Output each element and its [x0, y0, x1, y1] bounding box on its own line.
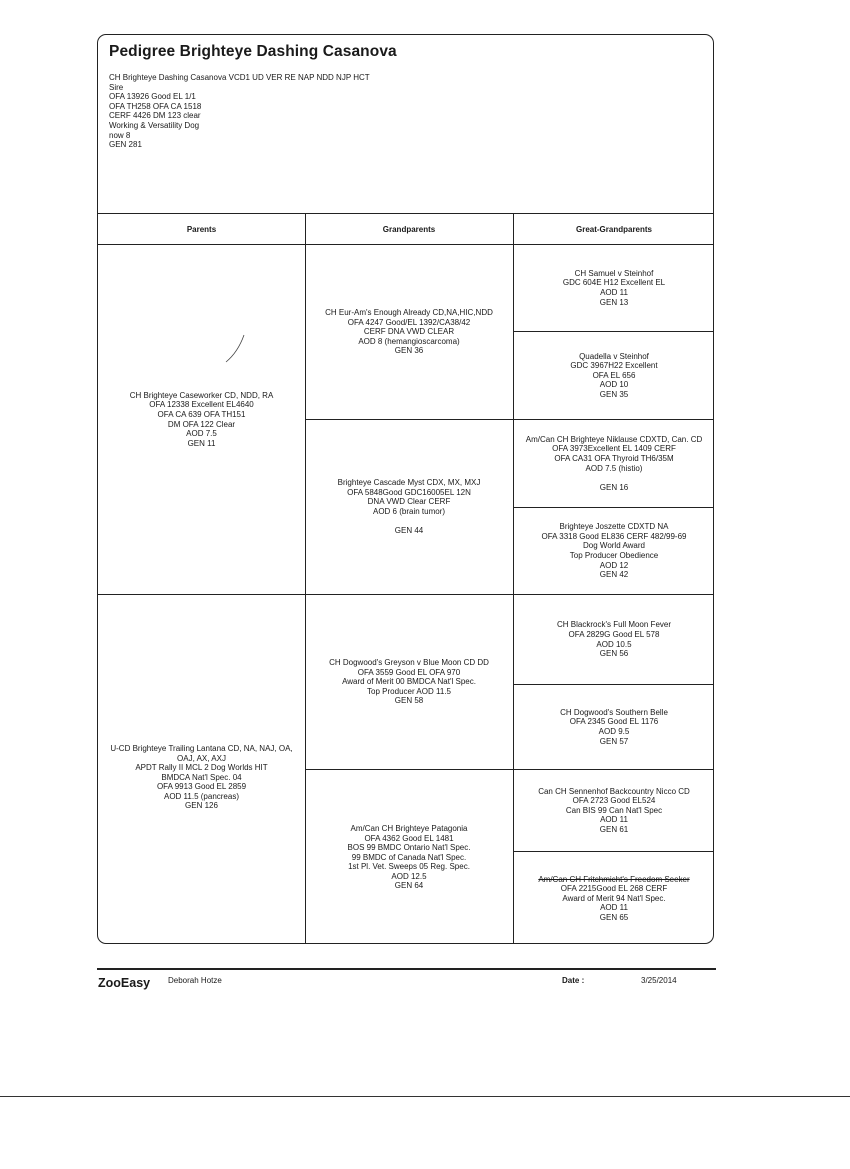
cell-line: Am/Can CH Brighteye Patagonia — [350, 823, 468, 833]
cell-line: GEN 64 — [394, 881, 424, 891]
cell-line: CH Blackrock's Full Moon Fever — [557, 620, 671, 630]
cell-line: OFA 9913 Good EL 2859 — [156, 782, 247, 792]
cell-line: GDC 604E H12 Excellent EL — [562, 278, 666, 288]
cell-line: CH Eur-Am's Enough Already CD,NA,HIC,NDD — [325, 308, 493, 318]
cell-line: OAJ, AX, AXJ — [177, 753, 226, 763]
cell-line: GEN 57 — [599, 736, 629, 746]
cell-line: Brighteye Joszette CDXTD NA — [559, 522, 669, 532]
footer-date-label: Date : — [562, 976, 585, 985]
cell-line: GEN 16 — [599, 482, 629, 492]
cell-line: AOD 11.5 (pancreas) — [164, 791, 239, 801]
cell-line: APDT Rally II MCL 2 Dog Worlds HIT — [135, 763, 268, 773]
footer-rule — [97, 968, 716, 970]
cell-line: OFA 2345 Good EL 1176 — [569, 717, 659, 727]
cell-line: AOD 9.5 — [598, 727, 630, 736]
cell-line: GEN 44 — [394, 526, 424, 536]
cell-line: GEN 36 — [394, 346, 424, 356]
cell-line: AOD 12.5 — [391, 871, 427, 881]
dog-info-line: CH Brighteye Dashing Casanova VCD1 UD VER RE NAP NDD NJP HCT — [109, 73, 370, 82]
cell-line: GEN 11 — [187, 438, 216, 448]
cell-line: GEN 65 — [599, 912, 629, 922]
cell-line: U-CD Brighteye Trailing Lantana CD, NA, NAJ, OA, — [110, 743, 293, 753]
column-header-grandparents: Grandparents — [382, 224, 436, 234]
cell-line: GEN 58 — [394, 696, 424, 706]
cell-line: OFA 4247 Good/EL 1392/CA38/42 — [347, 317, 471, 327]
cell-line: 99 BMDC of Canada Nat'l Spec. — [351, 852, 467, 862]
cell-line: GDC 3967H22 Excellent — [570, 361, 658, 371]
cell-line: Dog World Award — [583, 541, 645, 551]
column-header-parents: Parents — [186, 224, 217, 234]
dog-info-line: OFA 13926 Good EL 1/1 — [109, 92, 196, 102]
cell-line: OFA 3318 Good EL836 CERF 482/99-69 — [541, 531, 687, 541]
cell-line: AOD 8 (hemangioscarcoma) — [358, 336, 460, 346]
scan-page-edge — [0, 1096, 850, 1097]
cell-line: CH Brighteye Caseworker CD, NDD, RA — [129, 390, 274, 400]
cell-line: OFA 2829G Good EL 578 — [568, 629, 660, 639]
cell-line: GEN 61 — [599, 824, 629, 834]
cell-line: GEN 56 — [599, 649, 629, 659]
cell-line: BOS 99 BMDC Ontario Nat'l Spec. — [347, 843, 471, 853]
cell-line: Award of Merit 94 Nat'l Spec. — [562, 893, 666, 903]
cell-line: GEN 126 — [185, 801, 218, 811]
footer-author: Deborah Hotze — [168, 976, 222, 985]
cell-line: Am/Can CH Brighteye Niklause CDXTD, Can. CD — [525, 434, 703, 444]
cell-line: AOD 10.5 — [596, 639, 632, 649]
cell-line: CH Samuel v Steinhof — [574, 268, 654, 278]
cell-line: CH Dogwood's Southern Belle — [560, 707, 668, 717]
cell-line: Quadella v Steinhof — [579, 351, 649, 361]
cell-line: AOD 7.5 (histio) — [585, 463, 643, 473]
footer-date-value: 3/25/2014 — [641, 976, 677, 985]
cell-line: OFA EL 656 — [592, 370, 636, 380]
cell-line: 1st Pl. Vet. Sweeps 05 Reg. Spec. — [348, 862, 470, 872]
dog-info-line: now 8 — [109, 130, 131, 140]
page-title: Pedigree Brighteye Dashing Casanova — [109, 43, 397, 60]
cell-line: OFA 3973Excellent EL 1409 CERF — [552, 444, 676, 454]
cell-line: OFA 3559 Good EL OFA 970 — [357, 667, 461, 677]
cell-line: OFA 2723 Good EL524 — [572, 796, 656, 806]
cell-line: AOD 7.5 — [186, 429, 217, 439]
dog-info-line: Sire — [109, 82, 124, 92]
dog-info-line: OFA TH258 OFA CA 1518 — [109, 101, 202, 111]
cell-line: OFA 5848Good GDC16005EL 12N — [347, 487, 471, 497]
cell-line: Am/Can CH Fritchmicht's Freedom Seeker — [538, 874, 690, 884]
cell-line: OFA CA31 OFA Thyroid TH6/35M — [554, 453, 674, 463]
cell-line: CERF DNA VWD CLEAR — [363, 327, 455, 337]
cell-line: AOD 6 (brain tumor) — [372, 507, 446, 516]
cell-line: Can CH Sennenhof Backcountry Nicco CD — [538, 786, 690, 796]
cell-line: OFA 12338 Excellent EL4640 — [149, 400, 254, 410]
cell-line: AOD 11 — [600, 903, 628, 913]
cell-line: AOD 11 — [600, 815, 628, 825]
cell-line: AOD 10 — [599, 380, 629, 390]
cell-line: GEN 42 — [599, 570, 629, 580]
dog-info-line: CERF 4426 DM 123 clear — [109, 111, 201, 121]
footer-brand: ZooEasy — [98, 976, 151, 990]
cell-line: Brighteye Cascade Myst CDX, MX, MXJ — [337, 478, 481, 488]
dog-info-line: Working & Versatility Dog — [109, 120, 200, 130]
cell-line: Top Producer Obedience — [569, 551, 659, 560]
cell-line: OFA CA 639 OFA TH151 — [157, 409, 246, 419]
cell-line: AOD 11 — [600, 288, 628, 297]
cell-line: OFA 2215Good EL 268 CERF — [560, 884, 668, 894]
cell-line: DNA VWD Clear CERF — [367, 497, 451, 507]
cell-line: AOD 12 — [599, 560, 629, 570]
cell-line: GEN 35 — [599, 389, 629, 399]
column-header-great-grandparents: Great-Grandparents — [575, 224, 653, 234]
cell-line: Top Producer AOD 11.5 — [367, 686, 451, 696]
cell-line: Can BIS 99 Can Nat'l Spec — [565, 805, 663, 815]
cell-line: Award of Merit 00 BMDCA Nat'l Spec. — [342, 677, 476, 687]
cell-line: OFA 4362 Good EL 1481 — [364, 833, 454, 843]
cell-line: BMDCA Nat'l Spec. 04 — [161, 772, 242, 782]
cell-line: DM OFA 122 Clear — [167, 419, 236, 429]
cell-line: CH Dogwood's Greyson v Blue Moon CD DD — [329, 658, 489, 668]
cell-line: GEN 13 — [599, 297, 629, 307]
dog-info-line: GEN 281 — [109, 140, 142, 150]
